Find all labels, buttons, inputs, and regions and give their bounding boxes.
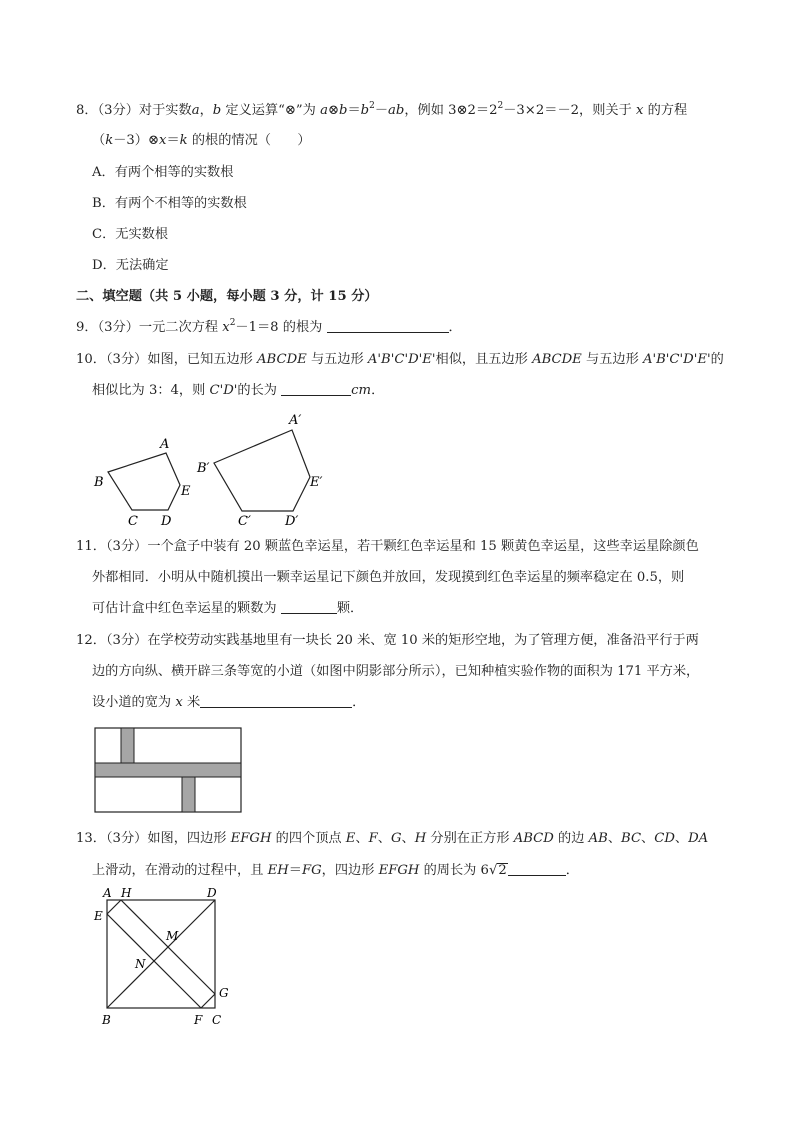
q13-stem-line1: 13．（3分）如图，四边形 EFGH 的四个顶点 E、F、G、H 分别在正方形 ABCD 的边 AB、BC、CD、DA	[76, 831, 709, 846]
pentagon-a-prime	[214, 430, 310, 511]
label-b: B	[94, 475, 104, 490]
label-e-prime: E′	[310, 475, 323, 490]
q9-stem: 9．（3分）一元二次方程 $x^2-1=8$ 的根为 ．	[76, 318, 462, 335]
label-d: D	[161, 514, 172, 529]
diagonal-bd	[107, 900, 215, 1008]
q8-stem-line2: （k－3）⊗x＝k 的根的情况（ ）	[92, 133, 311, 148]
q11-stem-line2: 外都相同．小明从中随机摸出一颗幸运星记下颜色并放回，发现摸到红色幸运星的频率稳定在 0.5，则	[92, 570, 685, 585]
q8-option-d: D．无法确定	[92, 258, 169, 273]
q12-rectangle-paths-figure	[94, 727, 244, 815]
label-c-prime: C′	[238, 514, 251, 529]
label-a-prime: A′	[289, 413, 302, 428]
label-h: H	[121, 886, 132, 900]
label-n: N	[135, 957, 146, 971]
q11-stem-line1: 11．（3分）一个盒子中装有 20 颗蓝色幸运星，若干颗红色幸运星和 15 颗黄色幸运星，这些幸运星除颜色	[76, 539, 699, 554]
q12-answer-blank[interactable]	[200, 694, 352, 708]
q8-option-a: A．有两个相等的实数根	[92, 165, 234, 180]
q12-stem-line3: 设小道的宽为 x 米 ．	[92, 695, 366, 710]
q13-square-figure	[86, 884, 246, 1034]
q12-stem-line1: 12．（3分）在学校劳动实践基地里有一块长 20 米、宽 10 米的矩形空地，为了管理方便，准备沿平行于两	[76, 633, 699, 648]
q11-answer-blank[interactable]	[281, 600, 337, 614]
label-m: M	[166, 929, 179, 943]
q10-answer-blank[interactable]	[281, 382, 351, 396]
label-c: C	[128, 514, 138, 529]
label-g: G	[219, 986, 229, 1000]
q9-answer-blank[interactable]	[327, 319, 449, 333]
label-b-prime: B′	[197, 461, 210, 476]
q13-answer-blank[interactable]	[508, 862, 566, 876]
vertical-path-top	[121, 728, 134, 763]
pentagon-abcde	[108, 453, 180, 510]
q8-stem-line1: 8．（3分）对于实数a，b 定义运算“⊗”为 $a\otimes b=b^2-ab$，例如 $3\otimes 2=2^2-3\times 2=-2$，则关于 x 的方程	[76, 101, 688, 118]
segment-eh	[107, 900, 121, 914]
label-c: C	[212, 1013, 222, 1027]
horizontal-path	[95, 763, 241, 777]
label-e: E	[181, 484, 191, 499]
q11-stem-line3: 可估计盒中红色幸运星的颗数为 颗．	[92, 601, 364, 616]
label-b: B	[102, 1013, 111, 1027]
section-heading-fill-blank: 二、填空题（共 5 小题，每小题 3 分，计 15 分）	[76, 289, 378, 304]
label-a: A	[160, 437, 170, 452]
q13-stem-line2: 上滑动，在滑动的过程中，且 EH＝FG，四边形 EFGH 的周长为 6√2 ．	[92, 863, 579, 878]
label-d: D	[207, 886, 217, 900]
q8-option-c: C．无实数根	[92, 227, 169, 242]
vertical-path-bottom	[182, 777, 195, 812]
q10-pentagons-figure	[88, 408, 338, 532]
label-a: A	[103, 886, 112, 900]
q8-option-b: B．有两个不相等的实数根	[92, 196, 247, 211]
q10-stem-line1: 10．（3分）如图，已知五边形 ABCDE 与五边形 A'B'C'D'E'相似，且五边形 ABCDE 与五边形 A'B'C'D'E'的	[76, 352, 724, 367]
q10-stem-line2: 相似比为 3：4，则 C'D'的长为 cm．	[92, 383, 385, 398]
label-d-prime: D′	[285, 514, 299, 529]
segment-fg	[201, 994, 215, 1008]
label-f: F	[194, 1013, 203, 1027]
q12-stem-line2: 边的方向纵、横开辟三条等宽的小道（如图中阴影部分所示），已知种植实验作物的面积为 171 平方米，	[92, 664, 700, 679]
label-e: E	[94, 909, 103, 923]
